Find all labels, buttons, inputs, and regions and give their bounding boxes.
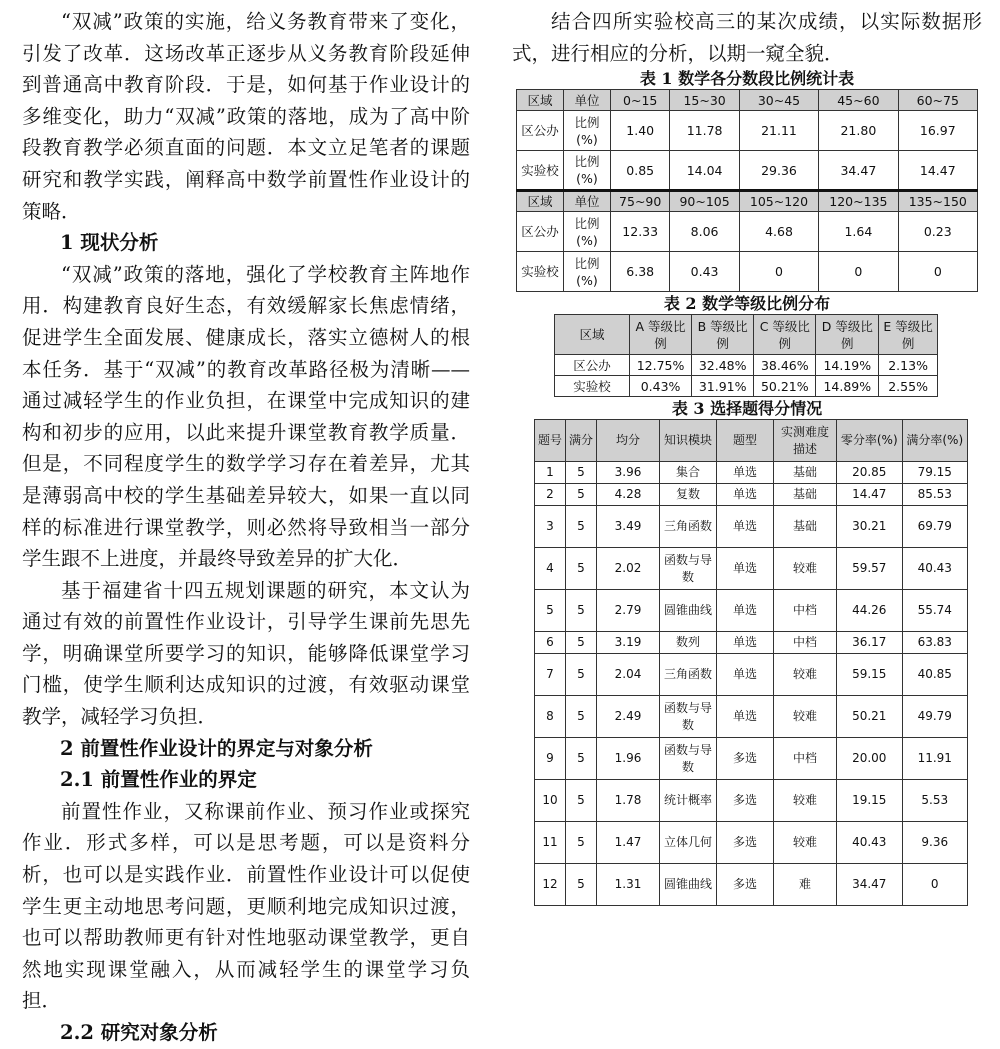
table-row [535,780,968,822]
section-heading-2-2: 2.2 研究对象分析 [60,1021,218,1044]
table-cell: 8.06 [670,212,739,252]
table1-header-row [517,90,978,111]
table-cell: 50.21% [754,376,816,397]
table-cell: 1 [535,462,566,484]
table-cell: 5 [566,780,597,822]
table-cell: 单选 [717,654,774,696]
table-cell: 1.78 [597,780,660,822]
table-cell: 函数与导数 [660,738,717,780]
table2-header-cell: D 等级比例 [816,315,879,355]
table-cell: 3.49 [597,506,660,548]
table-row [517,151,978,191]
table-row [535,738,968,780]
table-cell: 8 [535,696,566,738]
table-cell: 立体几何 [660,822,717,864]
table-cell: 12.75% [630,355,692,376]
table-cell: 2.55% [879,376,938,397]
table-cell: 40.43 [837,822,903,864]
table-cell: 5 [566,484,597,506]
table-cell: 5 [535,590,566,632]
table-cell: 5 [566,864,597,906]
table-cell: 多选 [717,822,774,864]
table-cell: 4 [535,548,566,590]
table-cell: 函数与导数 [660,548,717,590]
table-cell: 3 [535,506,566,548]
table-row [517,111,978,151]
table-cell: 多选 [717,738,774,780]
table-cell: 34.47 [837,864,903,906]
choice-question-table [534,419,968,906]
table-cell: 统计概率 [660,780,717,822]
table3-header-cell: 题号 [535,420,566,462]
table1-header-cell: 区域 [517,191,564,212]
table-cell: 中档 [774,632,837,654]
table-cell: 12.33 [611,212,670,252]
table-cell: 11 [535,822,566,864]
table-cell: 21.11 [739,111,818,151]
table-cell: 20.00 [837,738,903,780]
table-cell: 2.02 [597,548,660,590]
table-cell: 40.85 [902,654,968,696]
table3-header-cell: 满分率(%) [902,420,968,462]
table-cell: 0 [739,252,818,292]
table-cell: 5 [566,654,597,696]
table-row [535,484,968,506]
left-column [22,6,470,1049]
table-cell: 单选 [717,462,774,484]
table3-header-cell: 知识模块 [660,420,717,462]
table-cell: 0.43 [670,252,739,292]
table-cell: 较难 [774,654,837,696]
table1-header-cell: 45~60 [819,90,898,111]
table-cell: 21.80 [819,111,898,151]
table-cell: 10 [535,780,566,822]
table-cell: 0 [819,252,898,292]
table-row [555,355,938,376]
table-cell: 比例(%) [564,252,611,292]
table-cell: 0.43% [630,376,692,397]
table-cell: 31.91% [692,376,754,397]
table-cell: 三角函数 [660,654,717,696]
table-cell: 85.53 [902,484,968,506]
table-cell: 多选 [717,864,774,906]
table3-caption: 表 3 选择题得分情况 [671,399,823,419]
table-cell: 4.28 [597,484,660,506]
table-cell: 区公办 [517,111,564,151]
table-cell: 单选 [717,696,774,738]
table-row [535,696,968,738]
table-cell: 5 [566,632,597,654]
table-cell: 较难 [774,548,837,590]
table-cell: 14.47 [837,484,903,506]
table1-caption: 表 1 数学各分数段比例统计表 [639,69,855,89]
table-cell: 29.36 [739,151,818,191]
table-cell: 49.79 [902,696,968,738]
table1-header-cell: 单位 [564,191,611,212]
table1-header-cell: 90~105 [670,191,739,212]
table2-header-row [555,315,938,355]
table-cell: 20.85 [837,462,903,484]
table2-caption: 表 2 数学等级比例分布 [663,294,831,314]
table1-header-cell: 15~30 [670,90,739,111]
right-column [512,6,982,906]
table-cell: 7 [535,654,566,696]
table-cell: 14.89% [816,376,879,397]
research-paragraph: 基于福建省十四五规划课题的研究，本文认为通过有效的前置性作业设计，引导学生课前先思先学，明确课堂所要学习的知识，能够降低课堂学习门槛，使学生顺利达成知识的过渡，有效驱动课堂教学，减轻学习负担． [22,578,470,729]
table-cell: 59.15 [837,654,903,696]
table-cell: 44.26 [837,590,903,632]
table3-header-cell: 均分 [597,420,660,462]
table-cell: 11.91 [902,738,968,780]
table-cell: 区公办 [555,355,630,376]
table-cell: 9 [535,738,566,780]
table-cell: 单选 [717,632,774,654]
table2-header-cell: 区域 [555,315,630,355]
table-cell: 9.36 [902,822,968,864]
table-cell: 3.19 [597,632,660,654]
table-cell: 14.04 [670,151,739,191]
table-cell: 0.23 [898,212,977,252]
table-cell: 基础 [774,506,837,548]
table1-header-cell: 105~120 [739,191,818,212]
table-cell: 较难 [774,696,837,738]
table-cell: 5 [566,822,597,864]
table-cell: 11.78 [670,111,739,151]
table-cell: 14.47 [898,151,977,191]
table-cell: 实验校 [517,151,564,191]
table-cell: 16.97 [898,111,977,151]
table-cell: 32.48% [692,355,754,376]
table-cell: 区公办 [517,212,564,252]
table-cell: 55.74 [902,590,968,632]
intro-paragraph: “双减”政策的实施，给义务教育带来了变化，引发了改革．这场改革正逐步从义务教育阶段延伸到普通高中教育阶段．于是，如何基于作业设计的多维变化，助力“双减”政策的落地，成为了高中阶段教育教学必须直面的问题．本文立足笔者的课题研究和教学实践，阐释高中数学前置性作业设计的策略． [22,10,470,223]
table2-header-cell: E 等级比例 [879,315,938,355]
table-cell: 函数与导数 [660,696,717,738]
table3-header-cell: 满分 [566,420,597,462]
table-cell: 基础 [774,484,837,506]
table-cell: 圆锥曲线 [660,590,717,632]
table-row [517,212,978,252]
table-cell: 2.13% [879,355,938,376]
table-cell: 19.15 [837,780,903,822]
table-cell: 数列 [660,632,717,654]
table-cell: 多选 [717,780,774,822]
table-cell: 较难 [774,780,837,822]
table-cell: 63.83 [902,632,968,654]
table-cell: 6.38 [611,252,670,292]
table2-header-cell: C 等级比例 [754,315,816,355]
table-cell: 59.57 [837,548,903,590]
table-cell: 50.21 [837,696,903,738]
table1-header-cell: 120~135 [819,191,898,212]
table-cell: 复数 [660,484,717,506]
table-cell: 单选 [717,590,774,632]
table1-header-cell: 135~150 [898,191,977,212]
table1-header-cell: 单位 [564,90,611,111]
table-cell: 5 [566,462,597,484]
table-cell: 圆锥曲线 [660,864,717,906]
table-cell: 5 [566,506,597,548]
data-intro-paragraph: 结合四所实验校高三的某次成绩，以实际数据形式，进行相应的分析，以期一窥全貌． [512,10,982,65]
table-cell: 单选 [717,548,774,590]
table3-header-cell: 零分率(%) [837,420,903,462]
table-row [535,506,968,548]
table3-header-row [535,420,968,462]
table-cell: 难 [774,864,837,906]
table-cell: 34.47 [819,151,898,191]
table-cell: 比例(%) [564,111,611,151]
table-cell: 中档 [774,590,837,632]
table-cell: 2.04 [597,654,660,696]
table-cell: 4.68 [739,212,818,252]
table-cell: 5 [566,738,597,780]
table-row [535,548,968,590]
table-cell: 36.17 [837,632,903,654]
section-heading-1: 1 现状分析 [60,231,159,255]
table-cell: 中档 [774,738,837,780]
table-cell: 实验校 [555,376,630,397]
table-row [535,632,968,654]
table2-header-cell: B 等级比例 [692,315,754,355]
table1-header-cell: 75~90 [611,191,670,212]
section-heading-2: 2 前置性作业设计的界定与对象分析 [60,736,373,760]
grade-distribution-table [554,314,938,397]
table-cell: 6 [535,632,566,654]
table-cell: 30.21 [837,506,903,548]
table-row [535,590,968,632]
table-cell: 12 [535,864,566,906]
table-cell: 5.53 [902,780,968,822]
table-cell: 0 [902,864,968,906]
table-cell: 79.15 [902,462,968,484]
table-cell: 较难 [774,822,837,864]
table2-header-cell: A 等级比例 [630,315,692,355]
table1-header-cell: 区域 [517,90,564,111]
table-cell: 1.40 [611,111,670,151]
table-cell: 69.79 [902,506,968,548]
section-heading-2-1: 2.1 前置性作业的界定 [60,768,257,792]
table-cell: 1.96 [597,738,660,780]
table-cell: 三角函数 [660,506,717,548]
situation-paragraph: “双减”政策的落地，强化了学校教育主阵地作用．构建教育良好生态，有效缓解家长焦虑情绪，促进学生全面发展、健康成长，落实立德树人的根本任务．基于“双减”的教育改革路径极为清晰——通过减轻学生的作业负担，在课堂中完成知识的建构和初步的应用，以此来提升课堂教育教学质量．但是，不同程度学生的数学学习存在着差异，尤其是薄弱高中校的学生基础差异较大，如果一直以同样的标准进行课堂教学，则必然将导致相当一部分学生跟不上进度，并最终导致差异的扩大化． [22,262,470,571]
table3-header-cell: 实测难度描述 [774,420,837,462]
table-cell: 38.46% [754,355,816,376]
table-row [555,376,938,397]
definition-paragraph: 前置性作业，又称课前作业、预习作业或探究作业．形式多样，可以是思考题，可以是资料分析，也可以是实践作业．前置性作业设计可以促使学生更主动地思考问题，更顺利地完成知识过渡，也可以帮助教师更有针对性地驱动课堂教学，更自然地实现课堂融入，从而减轻学生的课堂学习负担． [22,799,470,1013]
table-cell: 5 [566,696,597,738]
table1-header-cell: 60~75 [898,90,977,111]
table-cell: 单选 [717,484,774,506]
table-row [535,654,968,696]
table-cell: 5 [566,548,597,590]
table-cell: 0 [898,252,977,292]
table-cell: 集合 [660,462,717,484]
table-row [535,822,968,864]
table-cell: 40.43 [902,548,968,590]
table-cell: 比例(%) [564,212,611,252]
table-row [517,252,978,292]
table1-header-cell: 30~45 [739,90,818,111]
table-row [535,462,968,484]
table-cell: 2.49 [597,696,660,738]
table-cell: 比例(%) [564,151,611,191]
table-cell: 2.79 [597,590,660,632]
table1-header-row-2 [517,191,978,212]
table-cell: 1.47 [597,822,660,864]
table-cell: 2 [535,484,566,506]
table-cell: 单选 [717,506,774,548]
table1-header-cell: 0~15 [611,90,670,111]
table-cell: 1.31 [597,864,660,906]
table3-header-cell: 题型 [717,420,774,462]
score-band-table [516,89,978,292]
table-cell: 基础 [774,462,837,484]
table-cell: 实验校 [517,252,564,292]
table-row [535,864,968,906]
table-cell: 14.19% [816,355,879,376]
table-cell: 3.96 [597,462,660,484]
table-cell: 5 [566,590,597,632]
table-cell: 1.64 [819,212,898,252]
table-cell: 0.85 [611,151,670,191]
